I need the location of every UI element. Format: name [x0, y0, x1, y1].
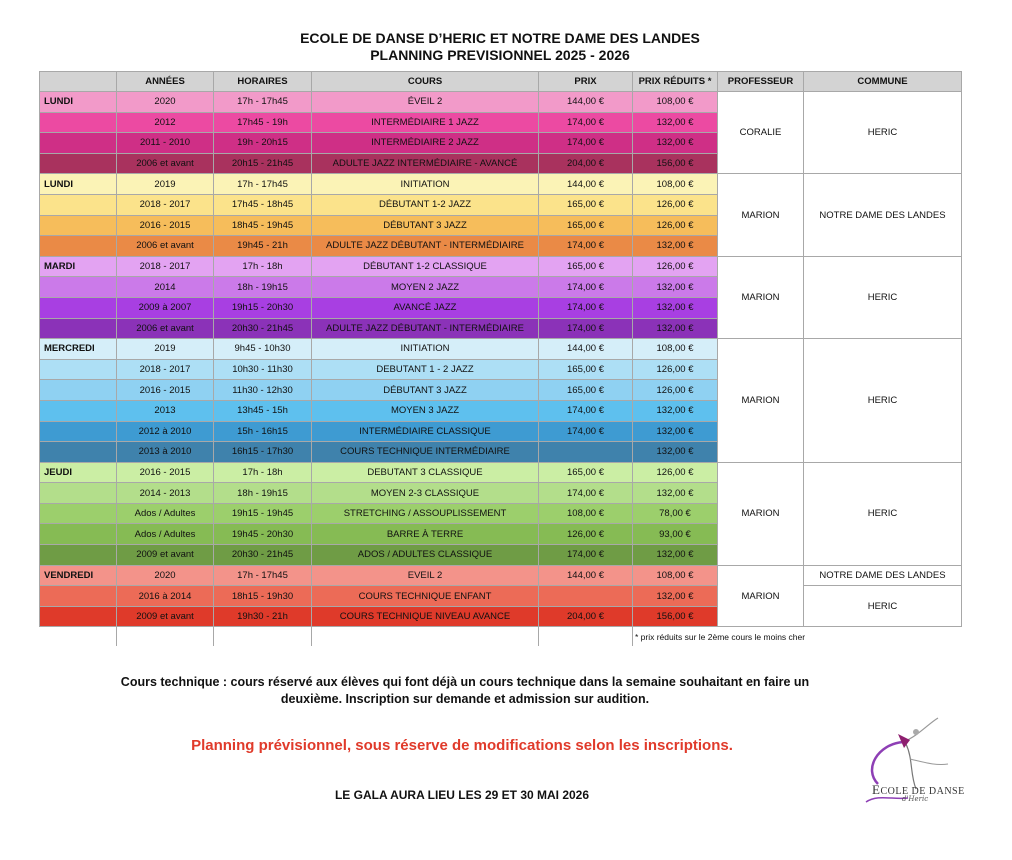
horaires-cell: 20h30 - 21h45 [214, 318, 312, 339]
professeur-cell: MARION [718, 462, 804, 565]
annees-cell: 2020 [117, 92, 214, 113]
cours-cell: COURS TECHNIQUE NIVEAU AVANCE [312, 606, 539, 627]
annees-cell: 2018 - 2017 [117, 256, 214, 277]
horaires-cell: 19h - 20h15 [214, 133, 312, 154]
prix-cell: 174,00 € [539, 421, 633, 442]
prix-cell: 204,00 € [539, 153, 633, 174]
annees-cell: 2014 - 2013 [117, 483, 214, 504]
prix-cell: 165,00 € [539, 215, 633, 236]
horaires-cell: 18h - 19h15 [214, 483, 312, 504]
annees-cell: 2006 et avant [117, 153, 214, 174]
annees-cell: 2012 [117, 112, 214, 133]
prix-reduit-cell: 93,00 € [633, 524, 718, 545]
prix-cell: 165,00 € [539, 194, 633, 215]
horaires-cell: 13h45 - 15h [214, 400, 312, 421]
horaires-cell: 18h15 - 19h30 [214, 586, 312, 607]
day-cell [40, 153, 117, 174]
prix-cell: 174,00 € [539, 133, 633, 154]
prix-cell: 174,00 € [539, 112, 633, 133]
cours-cell: INTERMÉDIAIRE 2 JAZZ [312, 133, 539, 154]
logo-text: ECOLE DE DANSE [872, 782, 965, 797]
prix-reduit-cell: 126,00 € [633, 380, 718, 401]
header-annees: ANNÉES [117, 72, 214, 92]
day-cell: LUNDI [40, 92, 117, 113]
prix-cell: 165,00 € [539, 462, 633, 483]
prix-reduit-cell: 108,00 € [633, 92, 718, 113]
prix-reduit-cell: 132,00 € [633, 112, 718, 133]
table-row [40, 586, 962, 607]
annees-cell: 2014 [117, 277, 214, 298]
commune-cell: NOTRE DAME DES LANDES [804, 565, 962, 586]
day-cell [40, 503, 117, 524]
annees-cell: 2016 - 2015 [117, 462, 214, 483]
horaires-cell: 18h45 - 19h45 [214, 215, 312, 236]
horaires-cell: 20h30 - 21h45 [214, 545, 312, 566]
day-cell [40, 112, 117, 133]
cours-cell: ADULTE JAZZ DÉBUTANT - INTERMÉDIAIRE [312, 236, 539, 257]
prix-cell: 174,00 € [539, 297, 633, 318]
professeur-cell: MARION [718, 256, 804, 338]
day-cell [40, 277, 117, 298]
annees-cell: 2013 à 2010 [117, 442, 214, 463]
prix-reduit-cell: 126,00 € [633, 256, 718, 277]
horaires-cell: 19h15 - 19h45 [214, 503, 312, 524]
horaires-cell: 17h45 - 19h [214, 112, 312, 133]
prix-cell: 165,00 € [539, 380, 633, 401]
horaires-cell: 19h30 - 21h [214, 606, 312, 627]
cours-cell: COURS TECHNIQUE INTERMÉDIAIRE [312, 442, 539, 463]
cours-cell: DÉBUTANT 1-2 JAZZ [312, 194, 539, 215]
cours-cell: MOYEN 3 JAZZ [312, 400, 539, 421]
horaires-cell: 11h30 - 12h30 [214, 380, 312, 401]
prix-cell: 144,00 € [539, 339, 633, 360]
annees-cell: 2019 [117, 339, 214, 360]
horaires-cell: 17h45 - 18h45 [214, 194, 312, 215]
prix-cell: 126,00 € [539, 524, 633, 545]
prix-reduit-cell: 126,00 € [633, 215, 718, 236]
day-cell [40, 421, 117, 442]
empty-cell [40, 627, 117, 647]
annees-cell: 2019 [117, 174, 214, 195]
horaires-cell: 10h30 - 11h30 [214, 359, 312, 380]
logo-subtext: d'Heric [902, 795, 929, 803]
header-prix-reduits: PRIX RÉDUITS * [633, 72, 718, 92]
prix-reduit-cell: 132,00 € [633, 277, 718, 298]
header-day [40, 72, 117, 92]
day-cell [40, 606, 117, 627]
annees-cell: 2009 à 2007 [117, 297, 214, 318]
prix-cell: 174,00 € [539, 400, 633, 421]
prix-reduit-cell: 126,00 € [633, 194, 718, 215]
horaires-cell: 17h - 18h [214, 256, 312, 277]
cours-cell: AVANCÉ JAZZ [312, 297, 539, 318]
table-row [40, 339, 962, 360]
cours-cell: DÉBUTANT 1-2 CLASSIQUE [312, 256, 539, 277]
annees-cell: 2020 [117, 565, 214, 586]
professeur-cell: MARION [718, 174, 804, 256]
horaires-cell: 17h - 17h45 [214, 565, 312, 586]
cours-cell: INITIATION [312, 339, 539, 360]
prix-cell [539, 442, 633, 463]
day-cell [40, 400, 117, 421]
horaires-cell: 20h15 - 21h45 [214, 153, 312, 174]
prix-cell: 174,00 € [539, 277, 633, 298]
prix-cell: 144,00 € [539, 565, 633, 586]
horaires-cell: 9h45 - 10h30 [214, 339, 312, 360]
prix-reduit-cell: 132,00 € [633, 545, 718, 566]
prix-cell: 204,00 € [539, 606, 633, 627]
prix-reduit-cell: 132,00 € [633, 400, 718, 421]
day-cell [40, 483, 117, 504]
annees-cell: 2009 et avant [117, 606, 214, 627]
day-cell [40, 194, 117, 215]
horaires-cell: 19h45 - 20h30 [214, 524, 312, 545]
cours-cell: STRETCHING / ASSOUPLISSEMENT [312, 503, 539, 524]
day-cell [40, 236, 117, 257]
empty-cell [117, 627, 214, 647]
day-cell: MERCREDI [40, 339, 117, 360]
prix-cell: 165,00 € [539, 359, 633, 380]
annees-cell: 2006 et avant [117, 236, 214, 257]
annees-cell: 2012 à 2010 [117, 421, 214, 442]
prix-reduit-cell: 78,00 € [633, 503, 718, 524]
commune-cell: HERIC [804, 586, 962, 627]
horaires-cell: 19h15 - 20h30 [214, 297, 312, 318]
horaires-cell: 17h - 17h45 [214, 92, 312, 113]
annees-cell: 2016 - 2015 [117, 380, 214, 401]
cours-cell: ÉVEIL 2 [312, 92, 539, 113]
professeur-cell: CORALIE [718, 92, 804, 174]
prix-cell [539, 586, 633, 607]
commune-cell: HERIC [804, 256, 962, 338]
horaires-cell: 19h45 - 21h [214, 236, 312, 257]
horaires-cell: 15h - 16h15 [214, 421, 312, 442]
prix-reduit-cell: 132,00 € [633, 236, 718, 257]
day-cell [40, 318, 117, 339]
prix-reduit-cell: 126,00 € [633, 359, 718, 380]
gala-note: LE GALA AURA LIEU LES 29 ET 30 MAI 2026 [334, 788, 590, 802]
prix-cell: 174,00 € [539, 236, 633, 257]
header-prix: PRIX [539, 72, 633, 92]
horaires-cell: 16h15 - 17h30 [214, 442, 312, 463]
day-cell [40, 524, 117, 545]
annees-cell: 2016 à 2014 [117, 586, 214, 607]
prix-cell: 144,00 € [539, 92, 633, 113]
empty-cell [214, 627, 312, 647]
horaires-cell: 17h - 18h [214, 462, 312, 483]
cours-cell: INTERMÉDIAIRE 1 JAZZ [312, 112, 539, 133]
cours-cell: EVEIL 2 [312, 565, 539, 586]
prix-cell: 174,00 € [539, 545, 633, 566]
warning-note: Planning prévisionnel, sous réserve de modifications selon les inscriptions. [191, 737, 733, 754]
prix-reduit-cell: 132,00 € [633, 586, 718, 607]
prix-cell: 174,00 € [539, 318, 633, 339]
prix-reduit-cell: 108,00 € [633, 174, 718, 195]
cours-cell: INITIATION [312, 174, 539, 195]
footnote-row [40, 627, 962, 647]
prix-reduit-cell: 156,00 € [633, 606, 718, 627]
table-row [40, 565, 962, 586]
day-cell [40, 442, 117, 463]
day-cell: LUNDI [40, 174, 117, 195]
table-header-row [40, 72, 962, 92]
prix-reduit-cell: 126,00 € [633, 462, 718, 483]
prix-cell: 165,00 € [539, 256, 633, 277]
cours-cell: ADOS / ADULTES CLASSIQUE [312, 545, 539, 566]
prix-cell: 174,00 € [539, 483, 633, 504]
professeur-cell: MARION [718, 565, 804, 627]
annees-cell: Ados / Adultes [117, 524, 214, 545]
table-row [40, 462, 962, 483]
header-commune: COMMUNE [804, 72, 962, 92]
annees-cell: 2006 et avant [117, 318, 214, 339]
cours-cell: INTERMÉDIAIRE CLASSIQUE [312, 421, 539, 442]
cours-cell: DEBUTANT 3 CLASSIQUE [312, 462, 539, 483]
header-cours: COURS [312, 72, 539, 92]
cours-cell: DÉBUTANT 3 JAZZ [312, 380, 539, 401]
commune-cell: NOTRE DAME DES LANDES [804, 174, 962, 256]
commune-cell: HERIC [804, 92, 962, 174]
professeur-cell: MARION [718, 339, 804, 463]
cours-cell: BARRE À TERRE [312, 524, 539, 545]
day-cell: JEUDI [40, 462, 117, 483]
header-horaires: HORAIRES [214, 72, 312, 92]
schedule-body [40, 92, 962, 647]
annees-cell: Ados / Adultes [117, 503, 214, 524]
page-subtitle: PLANNING PREVISIONNEL 2025 - 2026 [370, 47, 630, 63]
annees-cell: 2016 - 2015 [117, 215, 214, 236]
prix-reduit-cell: 156,00 € [633, 153, 718, 174]
prix-reduit-cell: 108,00 € [633, 565, 718, 586]
schedule-table [39, 71, 962, 646]
day-cell [40, 586, 117, 607]
day-cell [40, 380, 117, 401]
technique-note: Cours technique : cours réservé aux élèves qui font déjà un cours technique dans la semaine souhaitant en faire un deuxième. Inscription sur demande et admission sur audition. [120, 675, 810, 706]
prix-reduit-cell: 132,00 € [633, 133, 718, 154]
annees-cell: 2018 - 2017 [117, 359, 214, 380]
empty-cell [312, 627, 539, 647]
commune-cell: HERIC [804, 339, 962, 463]
prix-reduit-cell: 108,00 € [633, 339, 718, 360]
cours-cell: COURS TECHNIQUE ENFANT [312, 586, 539, 607]
empty-cell [539, 627, 633, 647]
cours-cell: DEBUTANT 1 - 2 JAZZ [312, 359, 539, 380]
prix-cell: 144,00 € [539, 174, 633, 195]
annees-cell: 2009 et avant [117, 545, 214, 566]
page-title: ECOLE DE DANSE D’HERIC ET NOTRE DAME DES LANDES [300, 30, 700, 46]
prix-reduit-cell: 132,00 € [633, 297, 718, 318]
cours-cell: ADULTE JAZZ INTERMÉDIAIRE - AVANCÉ [312, 153, 539, 174]
prix-reduit-cell: 132,00 € [633, 318, 718, 339]
cours-cell: MOYEN 2 JAZZ [312, 277, 539, 298]
annees-cell: 2013 [117, 400, 214, 421]
day-cell: MARDI [40, 256, 117, 277]
day-cell [40, 297, 117, 318]
header-professeur: PROFESSEUR [718, 72, 804, 92]
annees-cell: 2011 - 2010 [117, 133, 214, 154]
cours-cell: MOYEN 2-3 CLASSIQUE [312, 483, 539, 504]
commune-cell: HERIC [804, 462, 962, 565]
footnote: * prix réduits sur le 2ème cours le moins cher [633, 627, 962, 647]
table-row [40, 92, 962, 113]
prix-reduit-cell: 132,00 € [633, 421, 718, 442]
prix-reduit-cell: 132,00 € [633, 483, 718, 504]
cours-cell: ADULTE JAZZ DÉBUTANT - INTERMÉDIAIRE [312, 318, 539, 339]
day-cell [40, 545, 117, 566]
cours-cell: DÉBUTANT 3 JAZZ [312, 215, 539, 236]
day-cell [40, 359, 117, 380]
table-row [40, 174, 962, 195]
prix-reduit-cell: 132,00 € [633, 442, 718, 463]
table-row [40, 256, 962, 277]
horaires-cell: 17h - 17h45 [214, 174, 312, 195]
horaires-cell: 18h - 19h15 [214, 277, 312, 298]
day-cell [40, 215, 117, 236]
day-cell [40, 133, 117, 154]
annees-cell: 2018 - 2017 [117, 194, 214, 215]
prix-cell: 108,00 € [539, 503, 633, 524]
day-cell: VENDREDI [40, 565, 117, 586]
